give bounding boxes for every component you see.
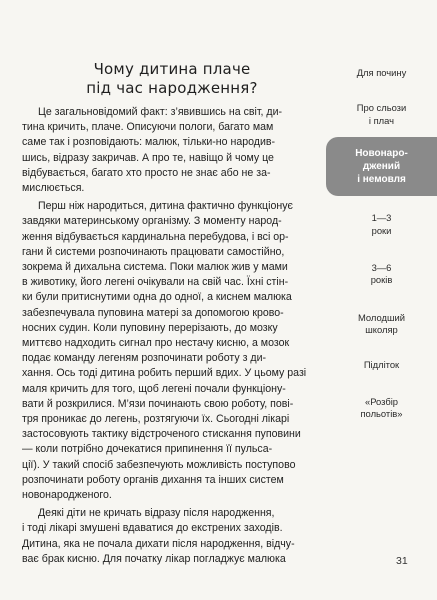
- paragraph-3: [22, 506, 322, 567]
- page-number: 31: [396, 555, 408, 567]
- sidebar-item-label: Новонаро-: [355, 148, 408, 160]
- paragraph-line: ції). У такий спосіб забезпечують можливість поступово: [22, 458, 296, 471]
- paragraph-line: хання. Ось тоді дитина робить перший вдих. У цьому разі: [22, 367, 307, 380]
- paragraph-line: завдяки материнському організму. З моменту народ-: [22, 215, 282, 228]
- paragraph-line: відбувається, багато хто просто не знає або не за-: [22, 166, 271, 179]
- paragraph-line: — коли потрібно дочекатися припинення її пульса-: [22, 443, 273, 456]
- paragraph-line: Перш ніж народиться, дитина фактично функціонує: [38, 200, 293, 213]
- sidebar-item-label: 1—3: [371, 212, 392, 224]
- paragraph-line: застосовують тактику відстроченого стискання пуповини: [22, 428, 301, 441]
- paragraph-line: подає команду легеням розпочинати роботу з ди-: [22, 352, 267, 365]
- sidebar-item-label: 3—6: [371, 262, 392, 274]
- sidebar-item-label: польотів»: [360, 408, 403, 420]
- paragraph-line: саме так і розповідають: малюк, тільки-но народив-: [22, 136, 276, 149]
- sidebar-item-tears-and-crying[interactable]: [326, 102, 437, 127]
- chapter-sidebar-nav: [326, 60, 437, 421]
- paragraph-line: Це загальновідомий факт: з’явившись на світ, ди-: [38, 106, 283, 118]
- paragraph-line: мислюється.: [22, 182, 85, 195]
- paragraph-line: забезпечувала пуповина матері за допомогою крово-: [22, 306, 284, 319]
- paragraph-line: розпочинати роботу органів дихання та інших систем: [22, 473, 284, 486]
- paragraph-2: [22, 199, 322, 503]
- paragraph-line: вати й розкрилися. М’язи починають свою роботу, пові-: [22, 397, 294, 410]
- section-title: [22, 60, 322, 98]
- paragraph-line: тря проникає до легень, розтягуючи їх. Сьогодні лікарі: [22, 413, 290, 426]
- paragraph-1: [22, 105, 322, 196]
- sidebar-item-label: джений: [362, 161, 401, 173]
- section-title-line-1: Чому дитина плаче: [93, 60, 251, 78]
- sidebar-item-label: «Розбір: [364, 396, 399, 408]
- paragraph-line: маля кричить для того, щоб легені почали функціону-: [22, 382, 286, 395]
- paragraph-line: миттєво надходить сигнал про нестачу кисню, а мозок: [22, 337, 290, 350]
- sidebar-item-newborn-and-infant[interactable]: [326, 137, 437, 196]
- paragraph-line: ває брак кисню. Для початку лікар погладжує малюка: [22, 552, 286, 565]
- sidebar-item-label: Підліток: [363, 358, 400, 370]
- paragraph-line: гани й системи розпочинають працювати самостійно,: [22, 245, 285, 258]
- sidebar-item-label: Для почину: [356, 67, 407, 78]
- sidebar-item-junior-pupil[interactable]: [326, 312, 437, 337]
- paragraph-line: і тоді лікарі змушені вдаватися до екстрених заходів.: [22, 522, 283, 535]
- paragraph-line: ження відбувається кардинальна перебудова, і всі ор-: [22, 230, 289, 243]
- sidebar-item-label: школяр: [365, 324, 398, 336]
- sidebar-item-flight-review[interactable]: [326, 396, 437, 421]
- paragraph-line: шись, відразу закричав. А про те, навіщо й чому це: [22, 151, 274, 164]
- sidebar-item-1-3-years[interactable]: [326, 212, 437, 237]
- paragraph-line: в животику, його легені очікували на свій час. Їхні стін-: [22, 276, 289, 289]
- section-title-line-2: під час народження?: [86, 79, 258, 97]
- sidebar-item-label: і плач: [368, 114, 395, 126]
- paragraph-line: тина кричить, плаче. Описуючи пологи, багато мам: [22, 121, 274, 134]
- sidebar-item-label: Про сльози: [356, 102, 407, 114]
- paragraph-line: ки були притиснутими одна до одної, а киснем малюка: [22, 291, 292, 304]
- paragraph-line: носних судин. Коли пуповину перерізають, до мозку: [22, 321, 278, 334]
- sidebar-item-label: років: [370, 274, 393, 286]
- paragraph-line: Деякі діти не кричать відразу після народження,: [38, 507, 275, 520]
- sidebar-item-label: і немовля: [357, 174, 406, 186]
- sidebar-item-3-6-years[interactable]: [326, 262, 437, 287]
- paragraph-line: новонародженого.: [22, 489, 112, 502]
- sidebar-item-teenager[interactable]: [326, 359, 437, 371]
- sidebar-item-label: роки: [371, 224, 392, 236]
- paragraph-line: зокрема й дихальна система. Поки малюк жив у мами: [22, 261, 288, 274]
- main-text-column: [22, 60, 322, 567]
- paragraph-line: Дитина, яка не почала дихати після народження, відчу-: [22, 537, 295, 550]
- sidebar-item-for-starters[interactable]: [326, 67, 437, 79]
- sidebar-item-label: Молодший: [358, 311, 405, 323]
